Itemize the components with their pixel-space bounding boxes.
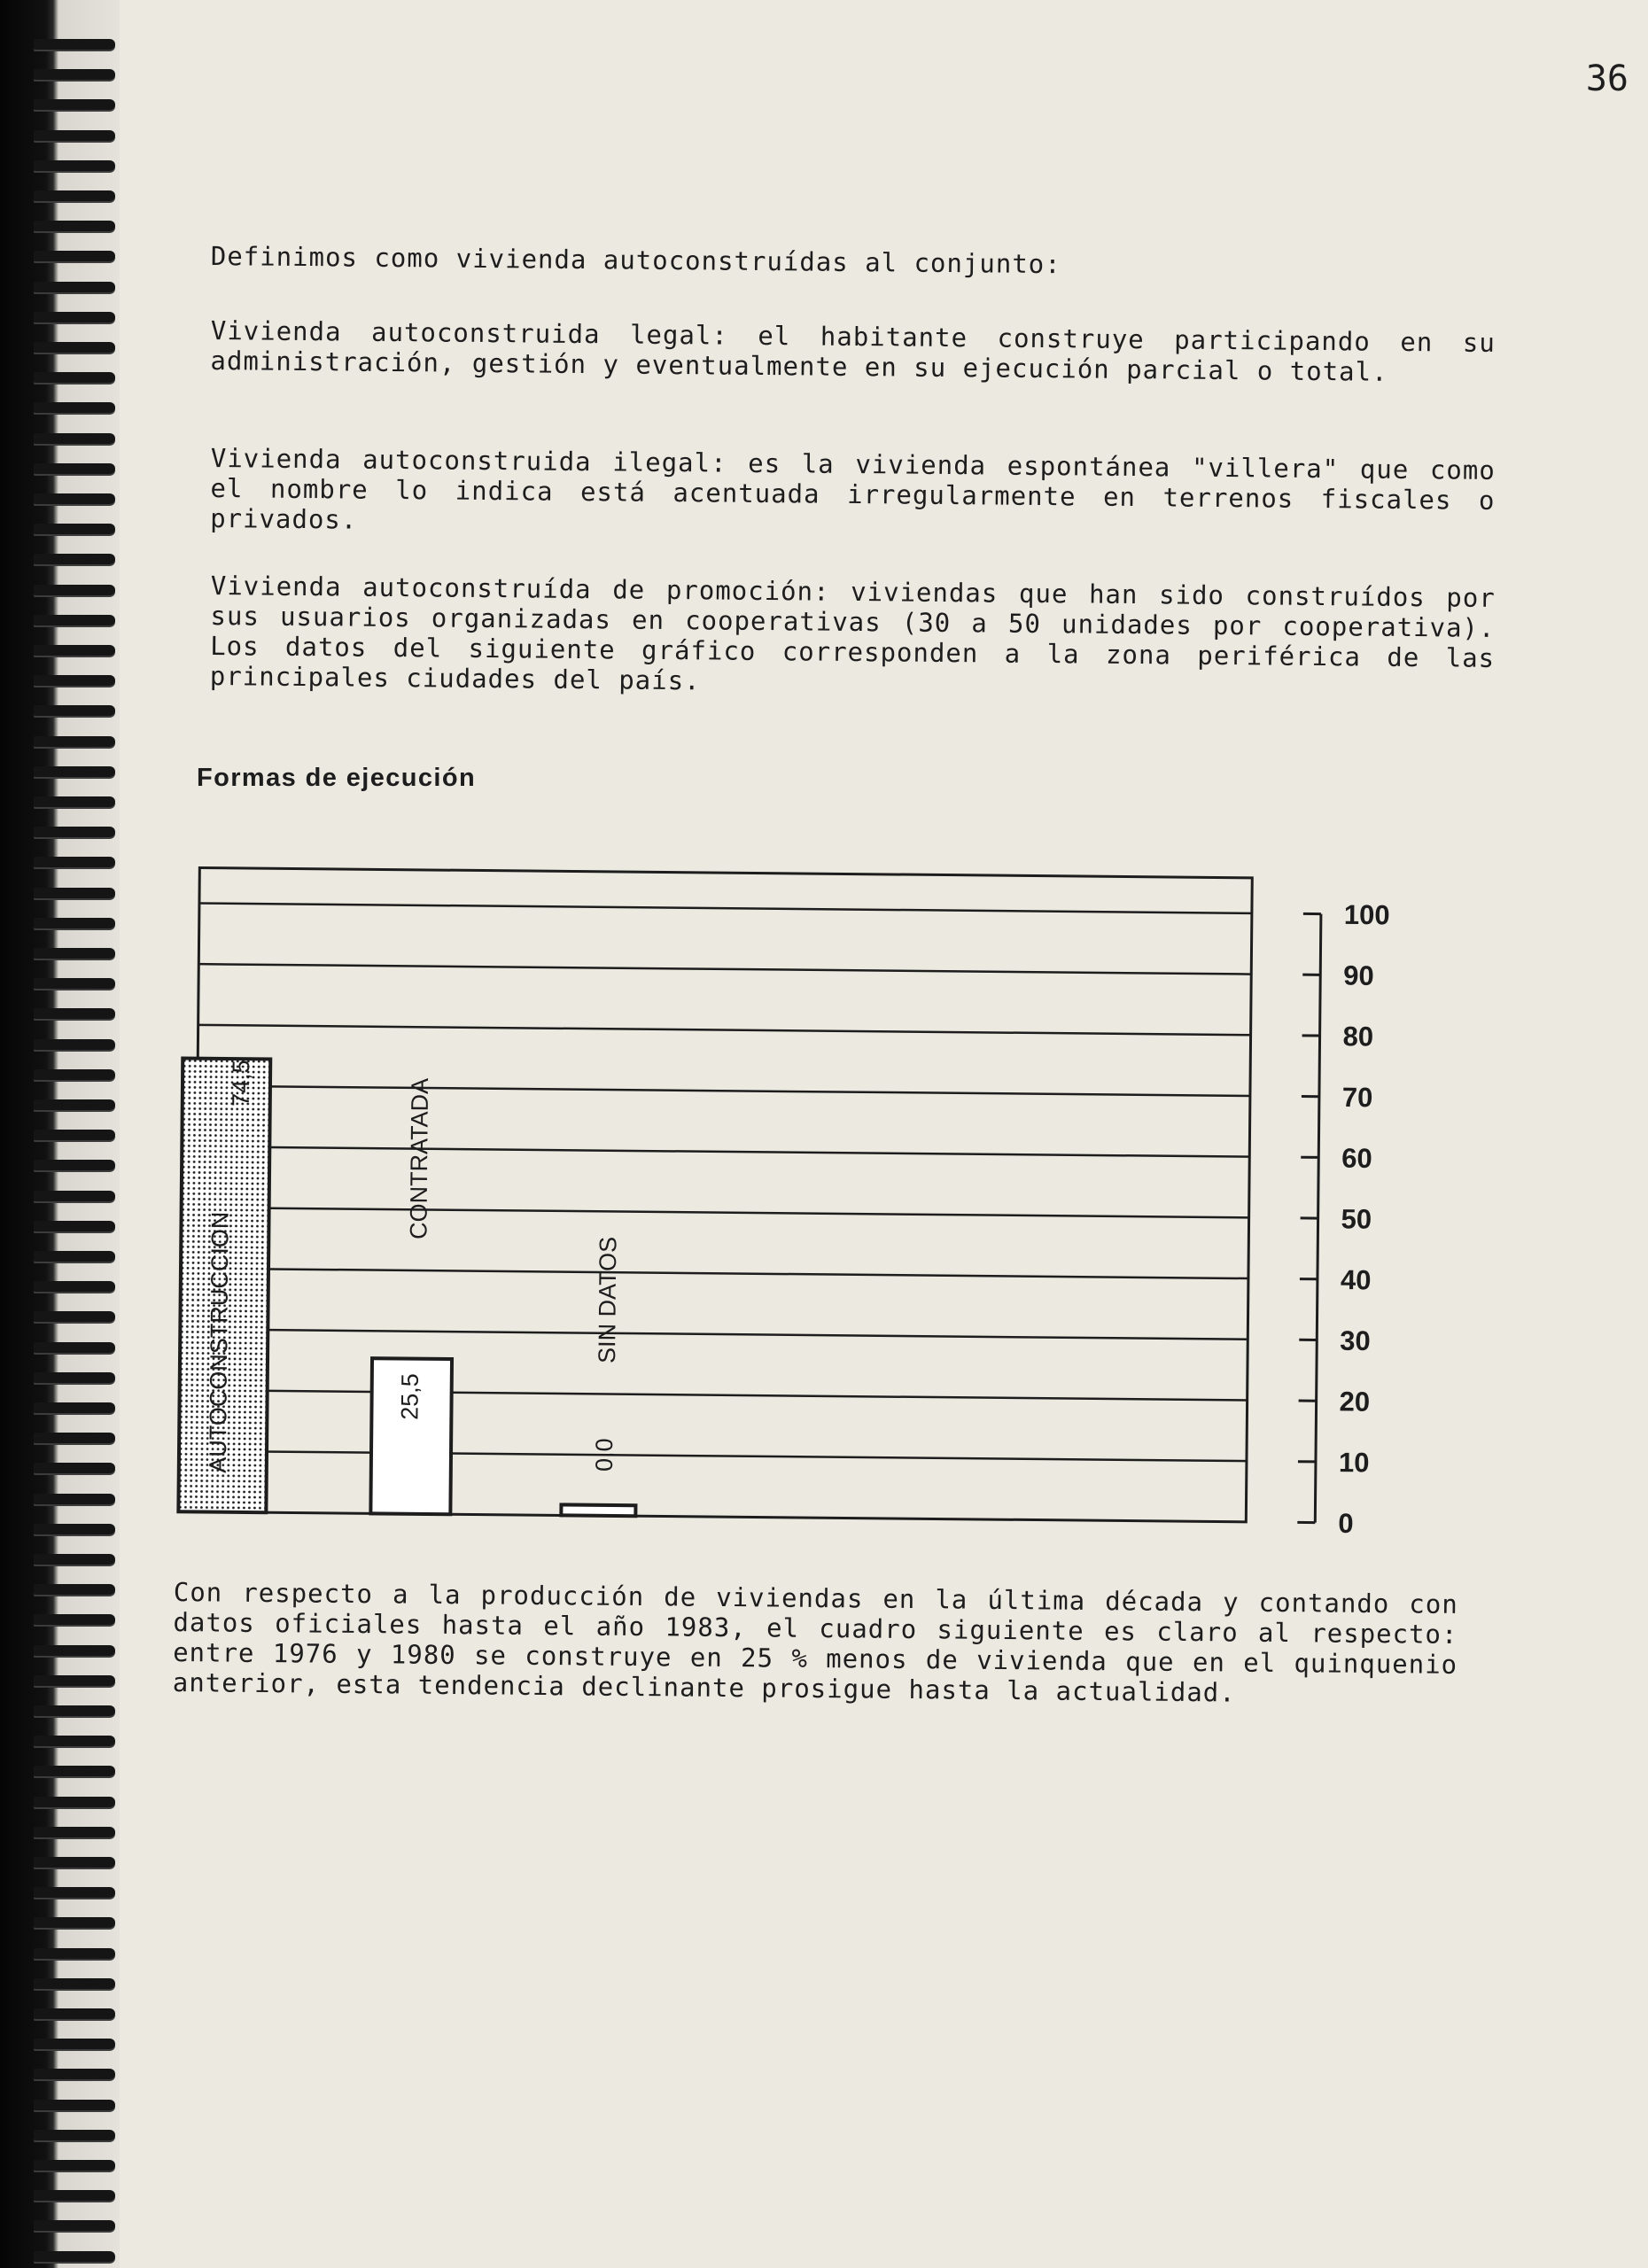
category-label: SIN DATOS [593,1236,622,1364]
y-tick-label: 70 [1341,1081,1373,1114]
y-tick-label: 90 [1343,959,1374,991]
y-tick-label: 10 [1338,1447,1370,1479]
y-tick-label: 0 [1338,1507,1354,1540]
y-tick-label: 20 [1339,1386,1371,1418]
value-label: 25,5 [396,1373,424,1420]
paragraph-autoconstruida-legal: Vivienda autoconstruida legal: el habitante construye participando en su administración, gestión y eventualmente en su ejecución parcial o total. [210,315,1496,387]
gridline [198,1025,1251,1035]
y-tick-label: 80 [1342,1021,1374,1052]
paragraph-intro: Definimos como vivienda autoconstruídas al conjunto: [210,241,1061,280]
bar-sin-datos [561,1504,635,1516]
paragraph-promocion: Vivienda autoconstruída de promoción: viviendas que han sido construídos por sus usuarios organizadas en cooperativas (30 a 50 unidades por cooperativa). Los datos del siguiente gráfico corresponden a la zona periférica de las principales ciudades del país. [209,571,1496,696]
page-number: 36 [1585,58,1629,99]
paragraph-produccion: Con respecto a la producción de viviendas en la última década y contando con datos oficiales hasta el año 1983, el cuadro siguiente es claro al respecto: entre 1976 y 1980 se construye en 25 % menos de vivienda que en el quinquenio anterior, esta tendencia declinante prosigue hasta la actualidad. [172,1577,1458,1708]
gridline [194,1451,1247,1461]
gridline [195,1390,1248,1400]
y-tick-label: 40 [1340,1264,1372,1296]
y-tick-label: 30 [1340,1324,1371,1357]
gridline [198,964,1251,974]
gridline [198,1086,1250,1096]
category-label: AUTOCONSTRUCCION [204,1211,234,1473]
gridline [197,1208,1249,1217]
gridline [197,1146,1249,1156]
chart-title: Formas de ejecución [197,764,477,792]
gridline [196,1269,1248,1278]
y-tick-label: 50 [1341,1203,1372,1235]
y-tick-label: 60 [1341,1142,1372,1174]
y-tick-label: 100 [1343,898,1390,931]
gridline [199,903,1252,913]
paragraph-autoconstruida-ilegal: Vivienda autoconstruida ilegal: es la vivienda espontánea "villera" que como el nombre lo indica está acentuada irregularmente en terrenos fiscales o privados. [210,443,1496,535]
value-label: 0,0 [590,1438,618,1472]
value-label: 74,5 [227,1060,255,1107]
gridline [195,1329,1248,1339]
category-label: CONTRATADA [405,1077,434,1240]
